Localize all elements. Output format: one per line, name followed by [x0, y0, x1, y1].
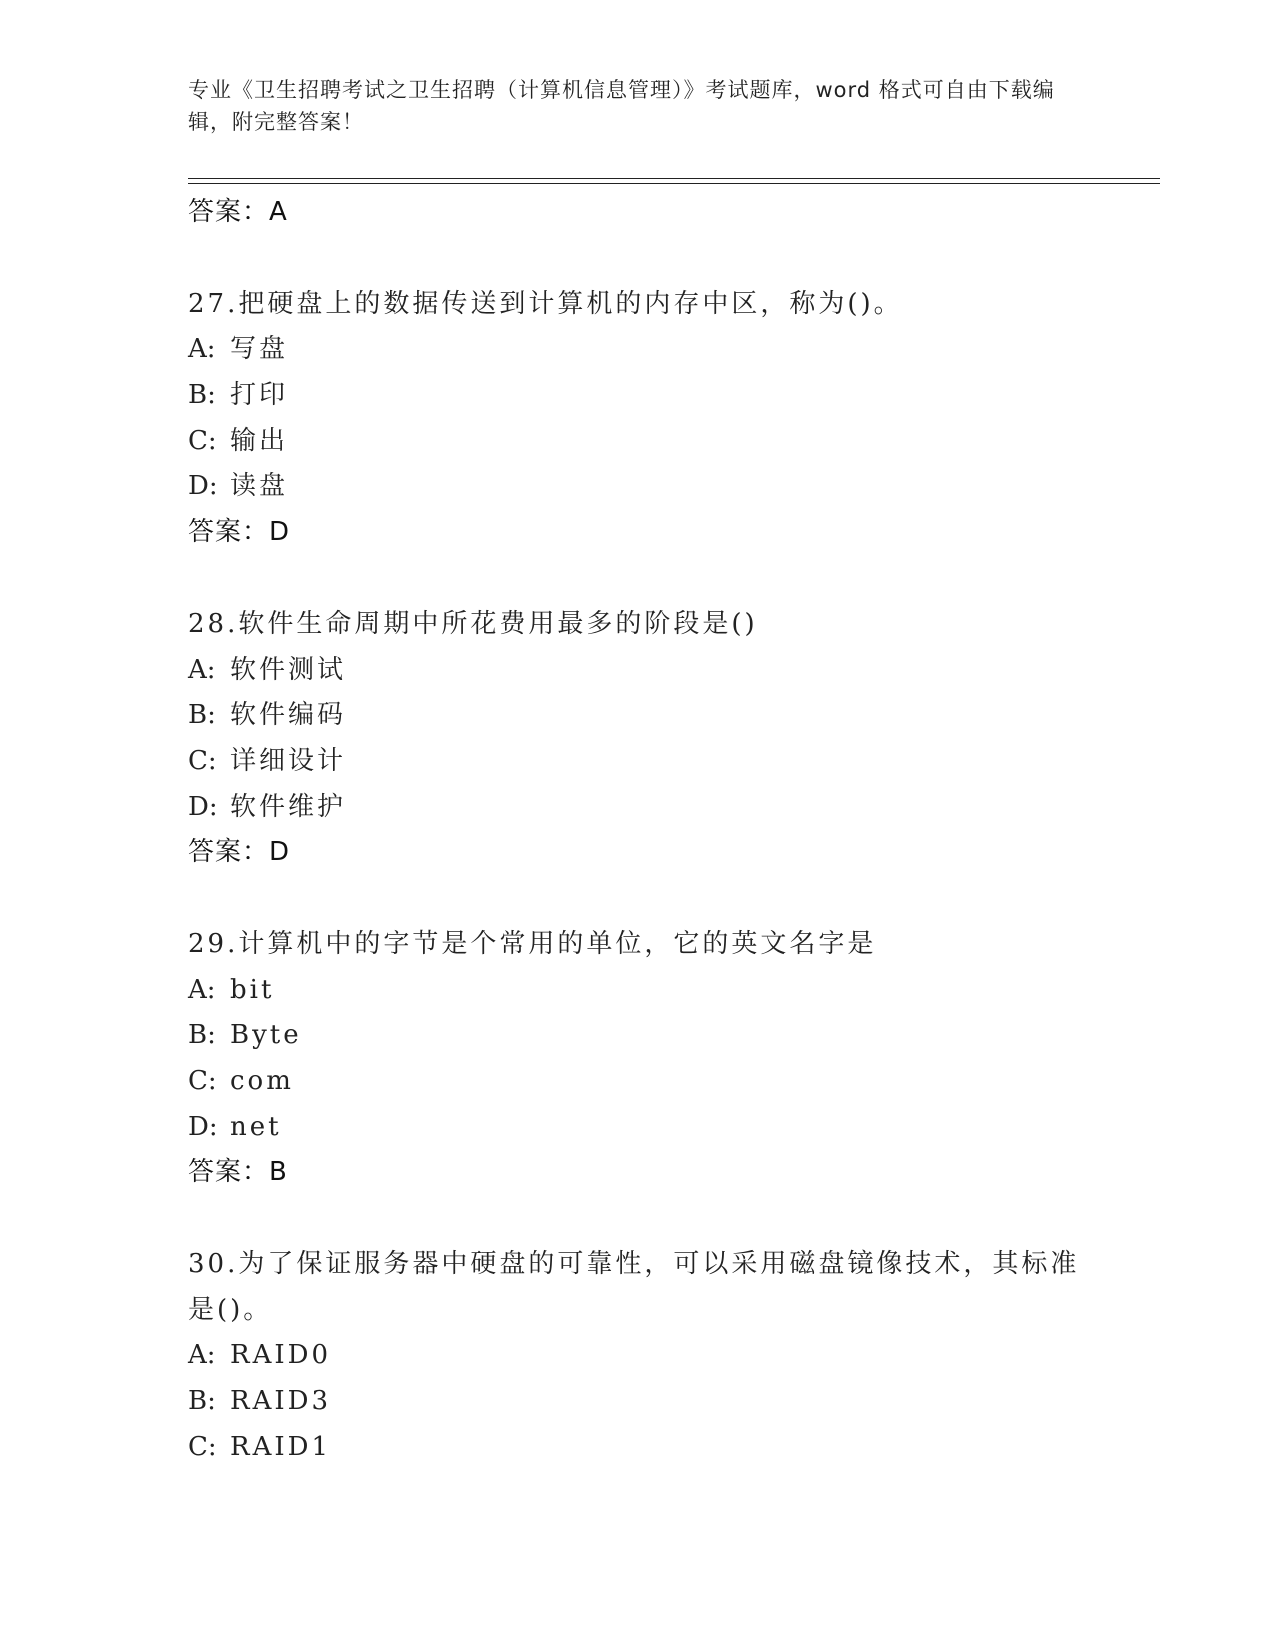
- answer-line: 答案：B: [188, 1157, 288, 1188]
- option-c: [188, 419, 1088, 465]
- option-text: Byte: [230, 1020, 302, 1051]
- option-label: A:: [188, 334, 216, 365]
- option-label: C:: [188, 1431, 217, 1462]
- question-block: [188, 602, 1088, 876]
- option-text: 软件编码: [230, 700, 347, 731]
- option-label: D:: [188, 1111, 218, 1142]
- option-text: 软件测试: [230, 654, 347, 685]
- option-text: RAID0: [230, 1340, 332, 1371]
- question-stem: 30.为了保证服务器中硬盘的可靠性，可以采用磁盘镜像技术，其标准: [188, 1249, 1080, 1280]
- answer-line: 答案：D: [188, 837, 291, 868]
- question-stem: 29.计算机中的字节是个常用的单位，它的英文名字是: [188, 928, 877, 959]
- option-b: [188, 373, 1088, 419]
- option-a: [188, 327, 1088, 373]
- question-stem-continued: 是()。: [188, 1294, 273, 1325]
- option-label: A:: [188, 1340, 216, 1371]
- option-b: [188, 1379, 1088, 1425]
- header-divider-top: [188, 178, 1160, 179]
- option-text: RAID3: [230, 1386, 332, 1417]
- option-d: [188, 464, 1088, 510]
- option-label: B:: [188, 1386, 216, 1417]
- question-list: [188, 190, 1088, 1471]
- option-b: [188, 1013, 1088, 1059]
- option-text: bit: [230, 974, 275, 1005]
- option-c: [188, 1425, 1088, 1471]
- option-label: B:: [188, 1020, 216, 1051]
- option-label: D:: [188, 471, 218, 502]
- option-text: 读盘: [230, 471, 289, 502]
- spacer: [188, 236, 1088, 282]
- answer-line: 答案：D: [188, 517, 291, 548]
- option-a: [188, 1333, 1088, 1379]
- spacer: [188, 556, 1088, 602]
- option-label: B:: [188, 700, 216, 731]
- option-a: [188, 968, 1088, 1014]
- question-block: [188, 282, 1088, 556]
- option-text: RAID1: [230, 1431, 332, 1462]
- option-text: com: [230, 1066, 294, 1096]
- option-label: C:: [188, 745, 217, 776]
- question-stem: 27.把硬盘上的数据传送到计算机的内存中区，称为()。: [188, 288, 903, 319]
- option-d: [188, 785, 1088, 831]
- option-a: [188, 648, 1088, 694]
- option-c: [188, 1059, 1088, 1105]
- option-text: 打印: [230, 380, 289, 411]
- option-c: [188, 739, 1088, 785]
- question-stem: 28.软件生命周期中所花费用最多的阶段是(): [188, 608, 758, 639]
- option-label: D:: [188, 791, 218, 822]
- document-header: 专业《卫生招聘考试之卫生招聘（计算机信息管理）》考试题库，word 格式可自由下载编辑，附完整答案！: [188, 78, 1055, 134]
- option-b: [188, 693, 1088, 739]
- option-label: A:: [188, 654, 216, 685]
- option-label: B:: [188, 380, 216, 411]
- header-divider-bottom: [188, 183, 1160, 184]
- option-d: [188, 1105, 1088, 1151]
- option-text: 详细设计: [230, 745, 347, 776]
- answer-line: 答案：A: [188, 197, 288, 227]
- option-label: C:: [188, 425, 217, 456]
- option-label: C:: [188, 1066, 217, 1096]
- spacer: [188, 876, 1088, 922]
- option-text: 写盘: [230, 334, 289, 365]
- option-text: net: [230, 1111, 282, 1142]
- question-block: [188, 1242, 1088, 1470]
- spacer: [188, 1196, 1088, 1242]
- option-label: A:: [188, 974, 216, 1005]
- option-text: 输出: [230, 425, 289, 456]
- question-block: [188, 922, 1088, 1196]
- option-text: 软件维护: [230, 791, 347, 822]
